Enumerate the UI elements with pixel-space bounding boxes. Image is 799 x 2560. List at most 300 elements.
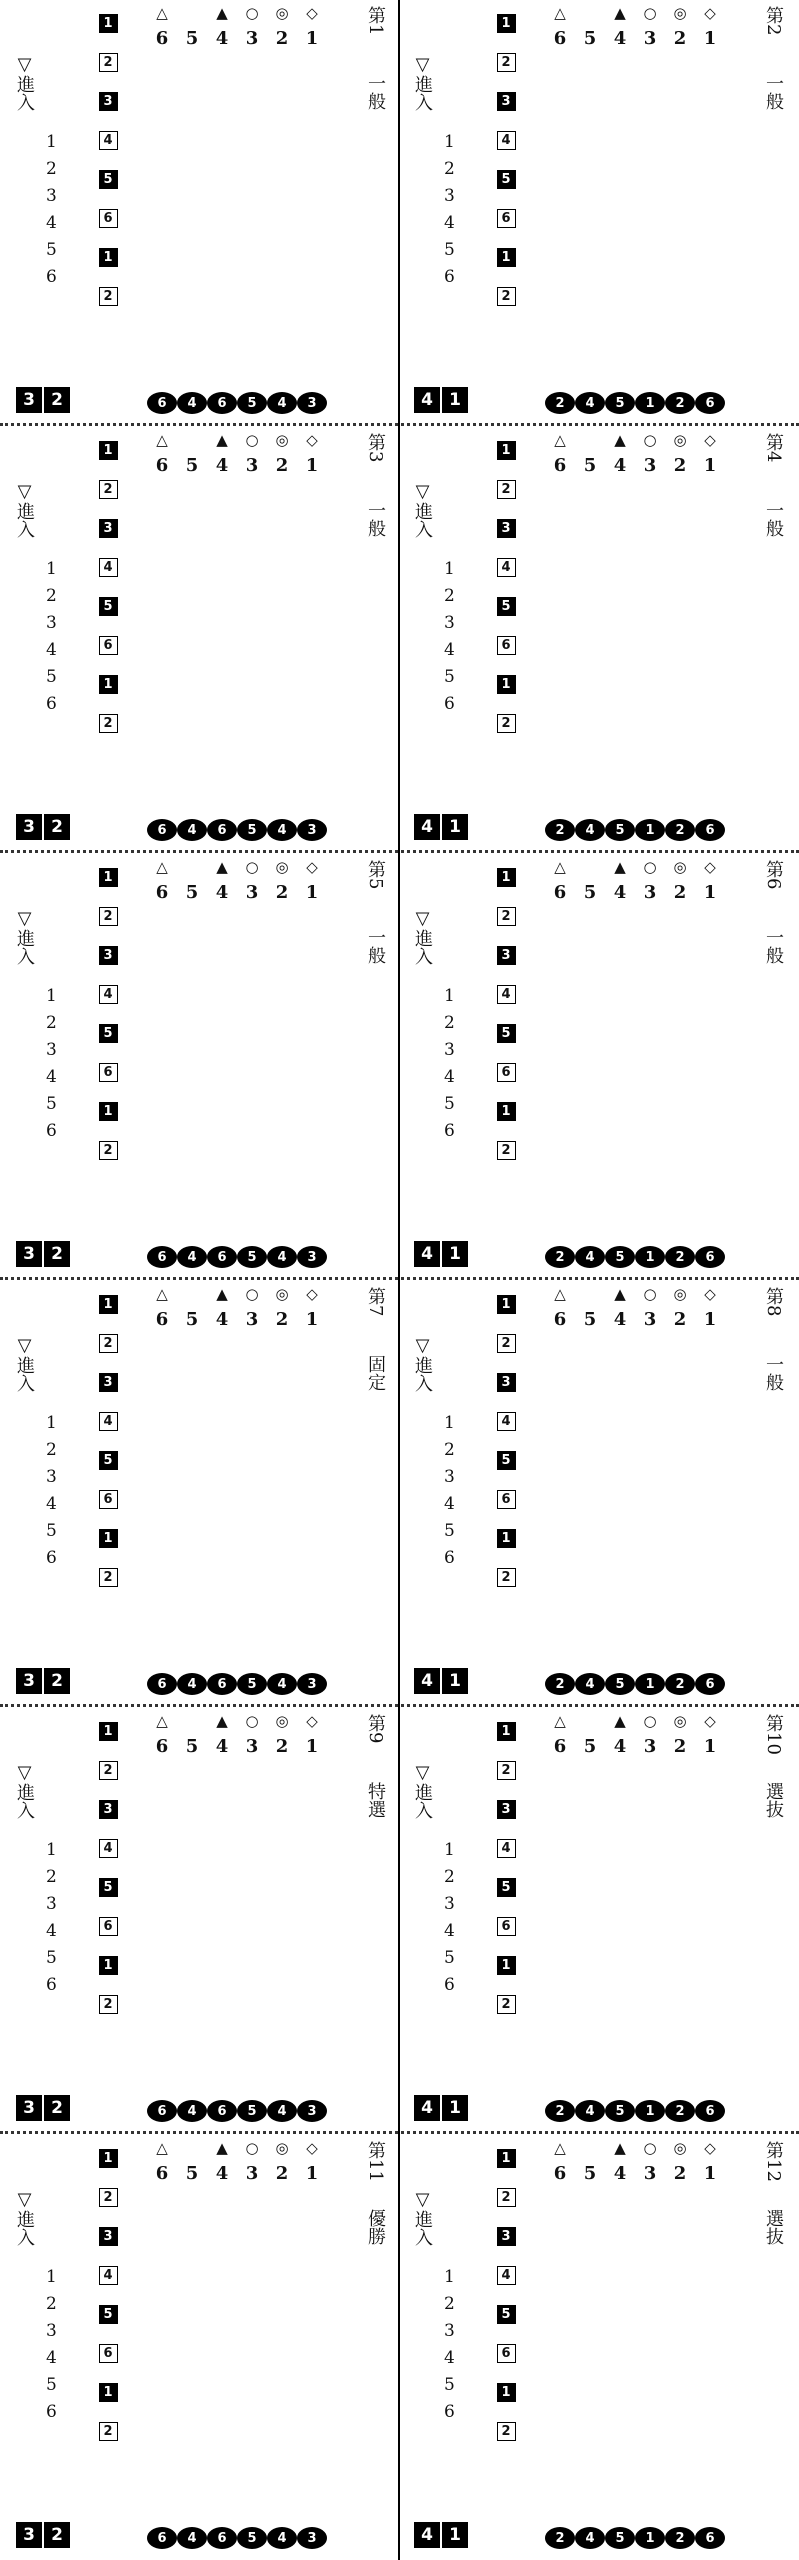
boat-number: 1: [305, 28, 319, 49]
boat-numbers: [147, 455, 357, 476]
forecast-mark: 5: [605, 2100, 635, 2122]
race-number-box: 4: [414, 814, 440, 840]
prediction-marks: [545, 2139, 755, 2157]
boat-number: 5: [583, 455, 597, 476]
boat-numbers: [147, 882, 357, 903]
course-box: 4: [497, 2266, 516, 2285]
mark: ◇: [704, 858, 716, 876]
forecast-mark: 4: [177, 2527, 207, 2549]
prediction-marks: [545, 431, 755, 449]
course-box: 6: [99, 2344, 118, 2363]
forecast-mark: 4: [177, 819, 207, 841]
lane-number: 2: [46, 586, 57, 606]
boat-number: 4: [215, 1736, 229, 1757]
mark: △: [156, 1712, 168, 1730]
lane-number: 6: [444, 267, 455, 287]
course-box: 6: [99, 1490, 118, 1509]
mark: ▲: [216, 431, 228, 449]
forecast-mark: 5: [605, 392, 635, 414]
course-box: 1: [497, 441, 516, 460]
course-box: 2: [99, 1761, 118, 1780]
entry-label: ▽進入: [14, 481, 35, 538]
course-box: 5: [99, 170, 118, 189]
forecast-row: [147, 1246, 357, 1268]
boat-numbers: [545, 1736, 755, 1757]
course-box: 5: [99, 1024, 118, 1043]
forecast-mark: 4: [177, 1246, 207, 1268]
forecast-row: [545, 819, 755, 841]
boat-number: 2: [673, 455, 687, 476]
boat-number: 6: [155, 455, 169, 476]
lane-number: 4: [444, 1067, 455, 1087]
lane-number: 5: [46, 1948, 57, 1968]
lane-numbers: [46, 556, 57, 718]
forecast-mark: 6: [695, 392, 725, 414]
race-number-box: 3: [16, 1241, 42, 1267]
boat-number: 1: [305, 882, 319, 903]
lane-number: 5: [444, 1948, 455, 1968]
lane-number: 3: [444, 186, 455, 206]
race-class: 一般: [763, 74, 784, 110]
lane-numbers: [444, 556, 455, 718]
course-box: 5: [99, 2305, 118, 2324]
course-box: 4: [497, 985, 516, 1004]
mark: ○: [245, 431, 259, 449]
lane-numbers: [444, 1837, 455, 1999]
race-class: 一般: [365, 928, 386, 964]
lane-number: 1: [444, 986, 455, 1006]
race-class: 選抜: [763, 2209, 784, 2245]
race-block: [408, 431, 788, 846]
race-class: 固定: [365, 1355, 386, 1391]
forecast-mark: 5: [237, 392, 267, 414]
boat-number: 5: [583, 28, 597, 49]
race-number-box: 3: [16, 2095, 42, 2121]
race-class: 一般: [365, 501, 386, 537]
boat-number: 5: [185, 882, 199, 903]
forecast-mark: 3: [297, 392, 327, 414]
boat-number: 4: [215, 1309, 229, 1330]
race-block: [10, 858, 390, 1273]
lane-number: 1: [46, 132, 57, 152]
forecast-mark: 6: [207, 1673, 237, 1695]
lane-number: 4: [444, 1921, 455, 1941]
race-block: [408, 1712, 788, 2127]
forecast-mark: 3: [297, 1673, 327, 1695]
section-divider: [0, 1277, 799, 1280]
race-title: 第10: [763, 1714, 784, 1755]
course-box: 1: [497, 1295, 516, 1314]
race-number-box: 4: [414, 2095, 440, 2121]
boat-number: 4: [613, 882, 627, 903]
lane-number: 2: [444, 586, 455, 606]
mark: ▲: [614, 858, 626, 876]
course-box: 5: [99, 1451, 118, 1470]
mark: [177, 431, 207, 449]
forecast-mark: 5: [237, 1673, 267, 1695]
boat-number: 5: [185, 455, 199, 476]
boat-number: 2: [673, 882, 687, 903]
prediction-marks: [147, 1285, 357, 1303]
forecast-mark: 5: [237, 2100, 267, 2122]
mark: ▲: [614, 431, 626, 449]
lane-number: 3: [46, 1894, 57, 1914]
boat-number: 4: [613, 1309, 627, 1330]
mark: ◎: [673, 1712, 687, 1730]
lane-number: 4: [444, 213, 455, 233]
race-number-boxes: [16, 814, 70, 840]
course-box: 5: [497, 1451, 516, 1470]
course-box: 4: [99, 2266, 118, 2285]
forecast-row: [147, 819, 357, 841]
mark: ○: [643, 4, 657, 22]
boat-number: 4: [613, 1736, 627, 1757]
boat-number: 5: [583, 882, 597, 903]
boat-number: 5: [583, 2163, 597, 2184]
mark: ○: [245, 1285, 259, 1303]
boat-number: 1: [305, 455, 319, 476]
lane-numbers: [46, 1410, 57, 1572]
forecast-mark: 1: [635, 2527, 665, 2549]
forecast-mark: 6: [695, 2100, 725, 2122]
forecast-row: [545, 1246, 755, 1268]
race-block: [10, 2139, 390, 2554]
boat-number: 6: [553, 2163, 567, 2184]
mark: △: [156, 858, 168, 876]
lane-number: 5: [444, 1094, 455, 1114]
course-box: 4: [99, 131, 118, 150]
boat-number: 1: [305, 2163, 319, 2184]
entry-label: ▽進入: [14, 908, 35, 965]
race-number-box: 2: [44, 1241, 70, 1267]
boat-numbers: [147, 2163, 357, 2184]
lane-number: 3: [46, 1467, 57, 1487]
course-box: 2: [497, 1568, 516, 1587]
boat-number: 2: [673, 2163, 687, 2184]
mark: ▲: [614, 1712, 626, 1730]
lane-numbers: [46, 2264, 57, 2426]
lane-number: 2: [46, 1013, 57, 1033]
prediction-marks: [545, 4, 755, 22]
boat-number: 5: [185, 1736, 199, 1757]
mark: ◎: [275, 1285, 289, 1303]
forecast-mark: 4: [575, 819, 605, 841]
boat-number: 3: [643, 2163, 657, 2184]
boat-number: 6: [155, 1736, 169, 1757]
mark: [575, 858, 605, 876]
course-box: 2: [497, 480, 516, 499]
course-box: 1: [99, 1722, 118, 1741]
race-number-box: 3: [16, 387, 42, 413]
course-box: 6: [99, 1917, 118, 1936]
lane-number: 3: [444, 2321, 455, 2341]
lane-number: 1: [444, 2267, 455, 2287]
boat-number: 6: [155, 1309, 169, 1330]
lane-number: 2: [444, 1440, 455, 1460]
course-box: 4: [99, 558, 118, 577]
section-divider: [0, 850, 799, 853]
boat-number: 2: [673, 1309, 687, 1330]
course-box: 2: [497, 2422, 516, 2441]
forecast-mark: 6: [207, 2100, 237, 2122]
boat-numbers: [147, 1736, 357, 1757]
lane-numbers: [444, 983, 455, 1145]
forecast-mark: 1: [635, 392, 665, 414]
lane-number: 4: [46, 1921, 57, 1941]
forecast-mark: 6: [147, 1673, 177, 1695]
forecast-mark: 3: [297, 819, 327, 841]
race-number-box: 2: [44, 1668, 70, 1694]
boat-numbers: [147, 1309, 357, 1330]
course-box: 3: [497, 946, 516, 965]
course-box: 6: [497, 1063, 516, 1082]
lane-number: 6: [444, 1548, 455, 1568]
course-box: 5: [497, 597, 516, 616]
lane-number: 2: [46, 2294, 57, 2314]
lane-number: 5: [444, 667, 455, 687]
mark: △: [554, 4, 566, 22]
forecast-mark: 4: [267, 819, 297, 841]
forecast-mark: 6: [695, 1246, 725, 1268]
lane-numbers: [46, 129, 57, 291]
forecast-mark: 6: [147, 2527, 177, 2549]
course-flow: [88, 4, 128, 316]
forecast-mark: 2: [665, 392, 695, 414]
boat-number: 2: [275, 1736, 289, 1757]
forecast-mark: 4: [177, 2100, 207, 2122]
section-divider: [0, 2131, 799, 2134]
forecast-mark: 4: [575, 1673, 605, 1695]
forecast-mark: 4: [575, 1246, 605, 1268]
lane-number: 1: [46, 559, 57, 579]
race-number-box: 1: [442, 2095, 468, 2121]
course-box: 2: [99, 714, 118, 733]
forecast-mark: 4: [267, 392, 297, 414]
lane-number: 4: [444, 640, 455, 660]
course-box: 6: [497, 1917, 516, 1936]
race-title: 第9: [365, 1714, 386, 1744]
boat-number: 3: [245, 455, 259, 476]
forecast-mark: 1: [635, 1246, 665, 1268]
race-number-boxes: [16, 2522, 70, 2548]
course-box: 2: [99, 907, 118, 926]
course-box: 1: [497, 868, 516, 887]
forecast-row: [545, 2527, 755, 2549]
boat-number: 1: [703, 455, 717, 476]
boat-number: 2: [275, 2163, 289, 2184]
forecast-mark: 6: [147, 2100, 177, 2122]
forecast-mark: 5: [237, 819, 267, 841]
race-title: 第2: [763, 6, 784, 36]
course-box: 6: [99, 636, 118, 655]
mark: ▲: [216, 4, 228, 22]
race-class: 一般: [365, 74, 386, 110]
boat-number: 1: [305, 1309, 319, 1330]
course-flow: [88, 1712, 128, 2024]
forecast-mark: 2: [665, 2527, 695, 2549]
mark: ○: [643, 431, 657, 449]
course-box: 6: [497, 2344, 516, 2363]
lane-number: 2: [444, 159, 455, 179]
boat-number: 2: [275, 28, 289, 49]
course-box: 2: [497, 907, 516, 926]
entry-label: ▽進入: [412, 2189, 433, 2246]
mark: ◎: [673, 4, 687, 22]
lane-number: 4: [444, 1494, 455, 1514]
entry-label: ▽進入: [14, 2189, 35, 2246]
forecast-mark: 6: [695, 1673, 725, 1695]
boat-number: 4: [215, 2163, 229, 2184]
mark: ◇: [306, 431, 318, 449]
boat-number: 3: [245, 28, 259, 49]
boat-numbers: [545, 882, 755, 903]
mark: [177, 1285, 207, 1303]
mark: [575, 4, 605, 22]
lane-number: 5: [46, 1521, 57, 1541]
course-box: 1: [99, 14, 118, 33]
forecast-mark: 2: [665, 1246, 695, 1268]
entry-label: ▽進入: [412, 54, 433, 111]
lane-number: 5: [46, 2375, 57, 2395]
course-box: 4: [497, 1412, 516, 1431]
forecast-mark: 2: [545, 1246, 575, 1268]
lane-number: 6: [46, 2402, 57, 2422]
mark: ▲: [614, 2139, 626, 2157]
course-box: 1: [99, 1295, 118, 1314]
course-box: 1: [99, 2383, 118, 2402]
course-box: 1: [99, 1956, 118, 1975]
forecast-mark: 4: [575, 2527, 605, 2549]
forecast-mark: 5: [605, 1673, 635, 1695]
forecast-mark: 2: [665, 1673, 695, 1695]
race-block: [408, 2139, 788, 2554]
boat-number: 4: [613, 2163, 627, 2184]
mark: [575, 1285, 605, 1303]
course-box: 1: [497, 14, 516, 33]
course-flow: [88, 2139, 128, 2451]
lane-number: 3: [46, 613, 57, 633]
course-box: 6: [497, 1490, 516, 1509]
course-flow: [486, 4, 526, 316]
race-title: 第4: [763, 433, 784, 463]
race-number-box: 2: [44, 814, 70, 840]
forecast-mark: 6: [147, 392, 177, 414]
forecast-row: [545, 392, 755, 414]
mark: ○: [245, 858, 259, 876]
lane-number: 3: [444, 613, 455, 633]
mark: ○: [245, 4, 259, 22]
course-flow: [486, 1712, 526, 2024]
course-box: 1: [99, 675, 118, 694]
lane-number: 6: [444, 1975, 455, 1995]
boat-number: 3: [245, 1309, 259, 1330]
forecast-mark: 2: [545, 1673, 575, 1695]
boat-number: 2: [673, 1736, 687, 1757]
forecast-row: [147, 392, 357, 414]
forecast-mark: 4: [177, 392, 207, 414]
course-box: 1: [497, 675, 516, 694]
forecast-mark: 3: [297, 2100, 327, 2122]
course-box: 4: [497, 558, 516, 577]
course-box: 3: [497, 2227, 516, 2246]
course-box: 3: [99, 2227, 118, 2246]
lane-numbers: [444, 129, 455, 291]
boat-number: 4: [215, 882, 229, 903]
mark: ◇: [306, 1712, 318, 1730]
boat-number: 4: [215, 28, 229, 49]
forecast-mark: 6: [695, 2527, 725, 2549]
race-class: 一般: [763, 928, 784, 964]
lane-numbers: [444, 1410, 455, 1572]
boat-numbers: [147, 28, 357, 49]
forecast-mark: 5: [237, 2527, 267, 2549]
course-box: 2: [497, 287, 516, 306]
lane-number: 6: [444, 2402, 455, 2422]
lane-number: 5: [46, 1094, 57, 1114]
mark: △: [554, 858, 566, 876]
forecast-mark: 4: [267, 2100, 297, 2122]
race-class: 優勝: [365, 2209, 386, 2245]
mark: ◎: [275, 1712, 289, 1730]
entry-label: ▽進入: [412, 1335, 433, 1392]
race-block: [408, 858, 788, 1273]
mark: ◇: [704, 1712, 716, 1730]
mark: ○: [643, 1285, 657, 1303]
boat-number: 6: [553, 455, 567, 476]
mark: [177, 2139, 207, 2157]
mark: ▲: [614, 1285, 626, 1303]
mark: ◎: [673, 2139, 687, 2157]
race-number-boxes: [414, 1241, 468, 1267]
race-title: 第12: [763, 2141, 784, 2182]
boat-number: 3: [643, 882, 657, 903]
race-block: [10, 1712, 390, 2127]
race-number-box: 3: [16, 814, 42, 840]
race-title: 第1: [365, 6, 386, 36]
course-box: 4: [99, 1839, 118, 1858]
lane-number: 5: [444, 1521, 455, 1541]
course-flow: [88, 1285, 128, 1597]
lane-number: 5: [444, 2375, 455, 2395]
boat-number: 6: [553, 28, 567, 49]
mark: ◇: [306, 1285, 318, 1303]
lane-number: 5: [444, 240, 455, 260]
forecast-mark: 2: [545, 2100, 575, 2122]
lane-number: 5: [46, 240, 57, 260]
forecast-mark: 1: [635, 2100, 665, 2122]
course-box: 1: [497, 1722, 516, 1741]
lane-number: 4: [46, 2348, 57, 2368]
lane-number: 2: [444, 2294, 455, 2314]
race-title: 第11: [365, 2141, 386, 2182]
lane-number: 3: [46, 2321, 57, 2341]
lane-number: 4: [46, 1067, 57, 1087]
race-title: 第6: [763, 860, 784, 890]
boat-number: 3: [643, 1309, 657, 1330]
forecast-mark: 2: [665, 819, 695, 841]
course-box: 1: [497, 248, 516, 267]
boat-number: 4: [613, 28, 627, 49]
mark: [575, 431, 605, 449]
forecast-mark: 1: [635, 1673, 665, 1695]
boat-number: 6: [553, 1736, 567, 1757]
lane-number: 6: [444, 694, 455, 714]
boat-number: 3: [643, 455, 657, 476]
course-box: 5: [99, 597, 118, 616]
race-number-boxes: [414, 2522, 468, 2548]
mark: ◎: [673, 431, 687, 449]
forecast-mark: 4: [575, 392, 605, 414]
